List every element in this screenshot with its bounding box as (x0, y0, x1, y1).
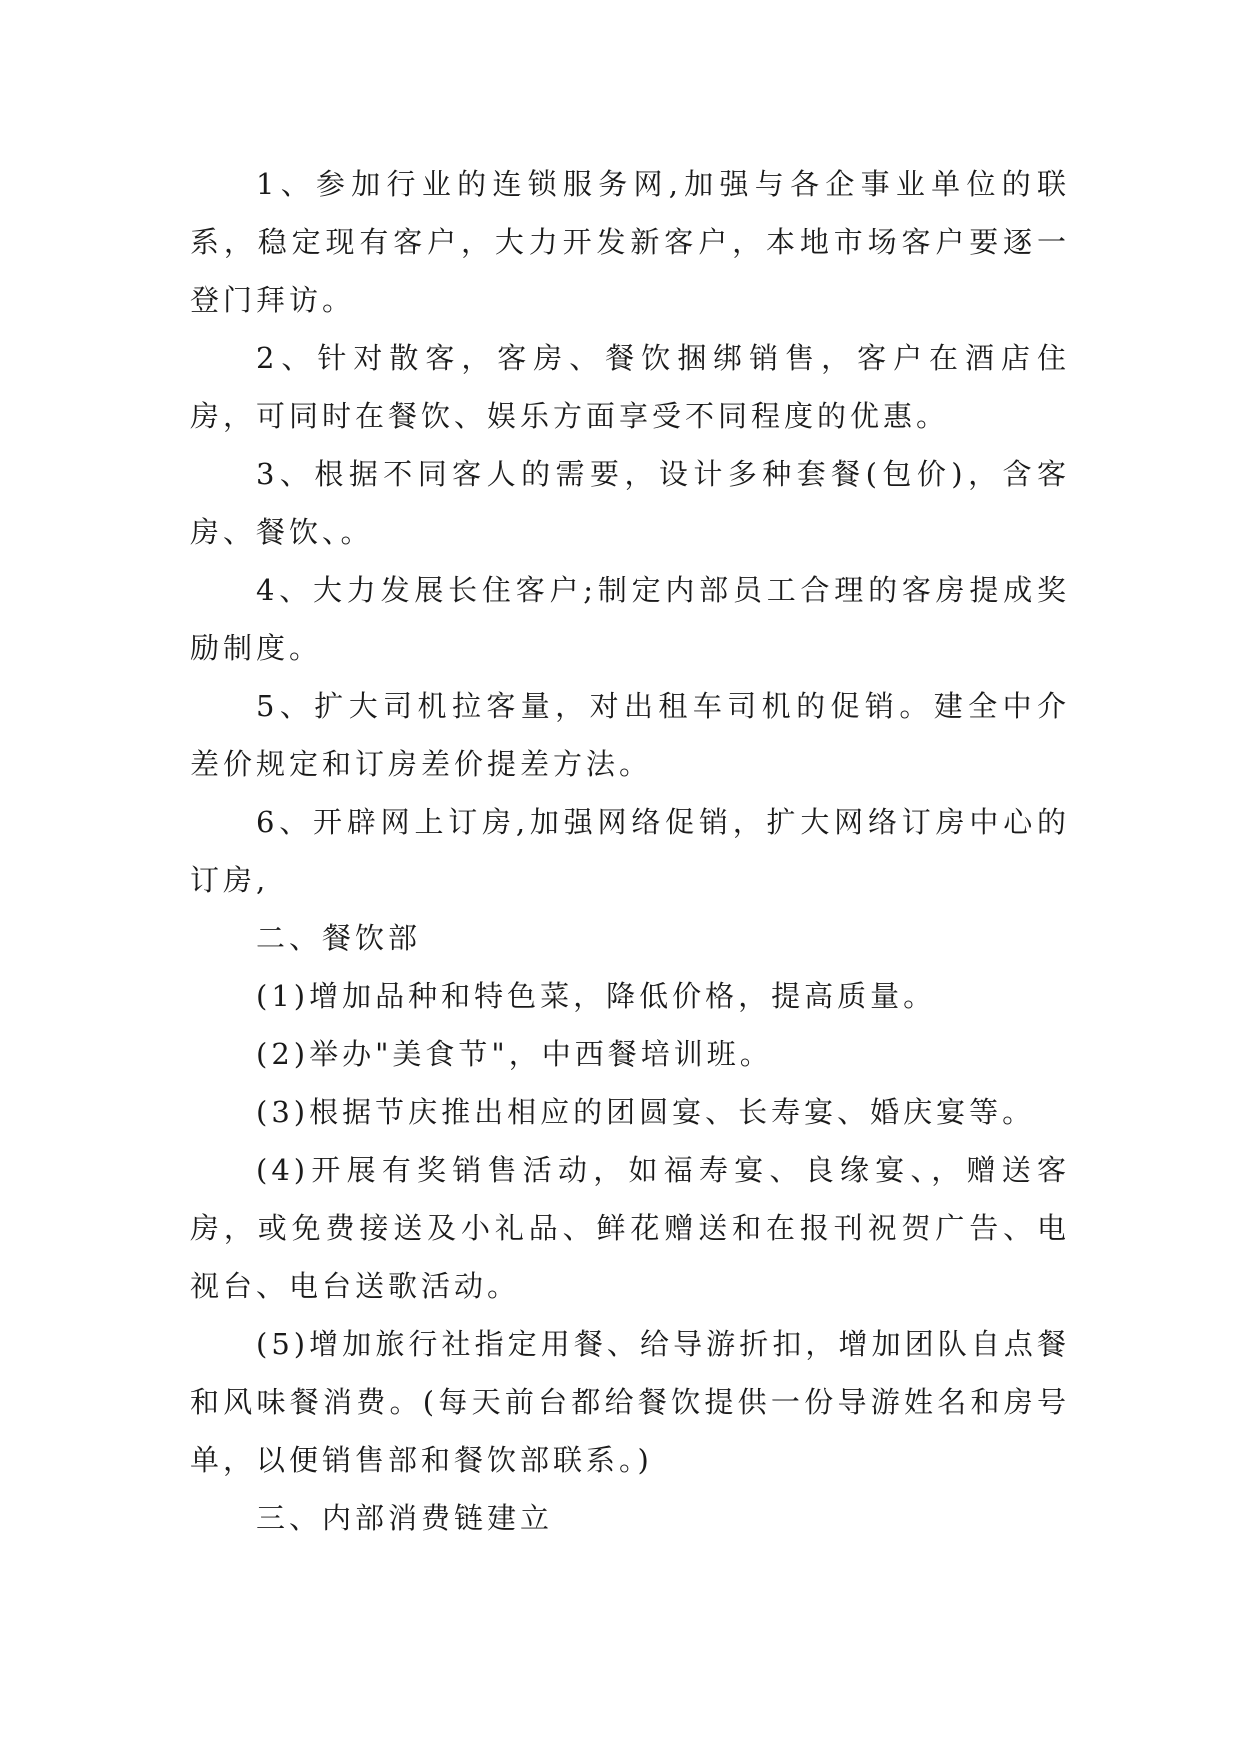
paragraph-item-1: 1、参加行业的连锁服务网,加强与各企事业单位的联系，稳定现有客户，大力开发新客户，本地市场客户要逐一登门拜访。 (190, 167, 1070, 317)
paragraph-item-3: 3、根据不同客人的需要，设计多种套餐(包价)，含客房、餐饮、。 (190, 457, 1070, 549)
paragraph-item-2: 2、针对散客，客房、餐饮捆绑销售，客户在酒店住房，可同时在餐饮、娱乐方面享受不同程度的优惠。 (190, 341, 1070, 433)
catering-item-3: (3)根据节庆推出相应的团圆宴、长寿宴、婚庆宴等。 (256, 1095, 1036, 1129)
section-heading-internal-consumption: 三、内部消费链建立 (256, 1501, 554, 1535)
document-body (190, 155, 1070, 1547)
catering-item-4: (4)开展有奖销售活动，如福寿宴、良缘宴、，赠送客房，或免费接送及小礼品、鲜花赠送和在报刊祝贺广告、电视台、电台送歌活动。 (190, 1153, 1070, 1303)
paragraph-item-5: 5、扩大司机拉客量，对出租车司机的促销。建全中介差价规定和订房差价提差方法。 (190, 689, 1070, 781)
section-heading-catering: 二、餐饮部 (256, 921, 422, 955)
paragraph-item-4: 4、大力发展长住客户;制定内部员工合理的客房提成奖励制度。 (190, 573, 1070, 665)
catering-item-5: (5)增加旅行社指定用餐、给导游折扣，增加团队自点餐和风味餐消费。(每天前台都给餐饮提供一份导游姓名和房号单，以便销售部和餐饮部联系。) (190, 1327, 1070, 1477)
paragraph-item-6: 6、开辟网上订房,加强网络促销，扩大网络订房中心的订房, (190, 805, 1070, 897)
catering-item-2: (2)举办"美食节"，中西餐培训班。 (256, 1037, 773, 1071)
catering-item-1: (1)增加品种和特色菜，降低价格，提高质量。 (256, 979, 937, 1013)
